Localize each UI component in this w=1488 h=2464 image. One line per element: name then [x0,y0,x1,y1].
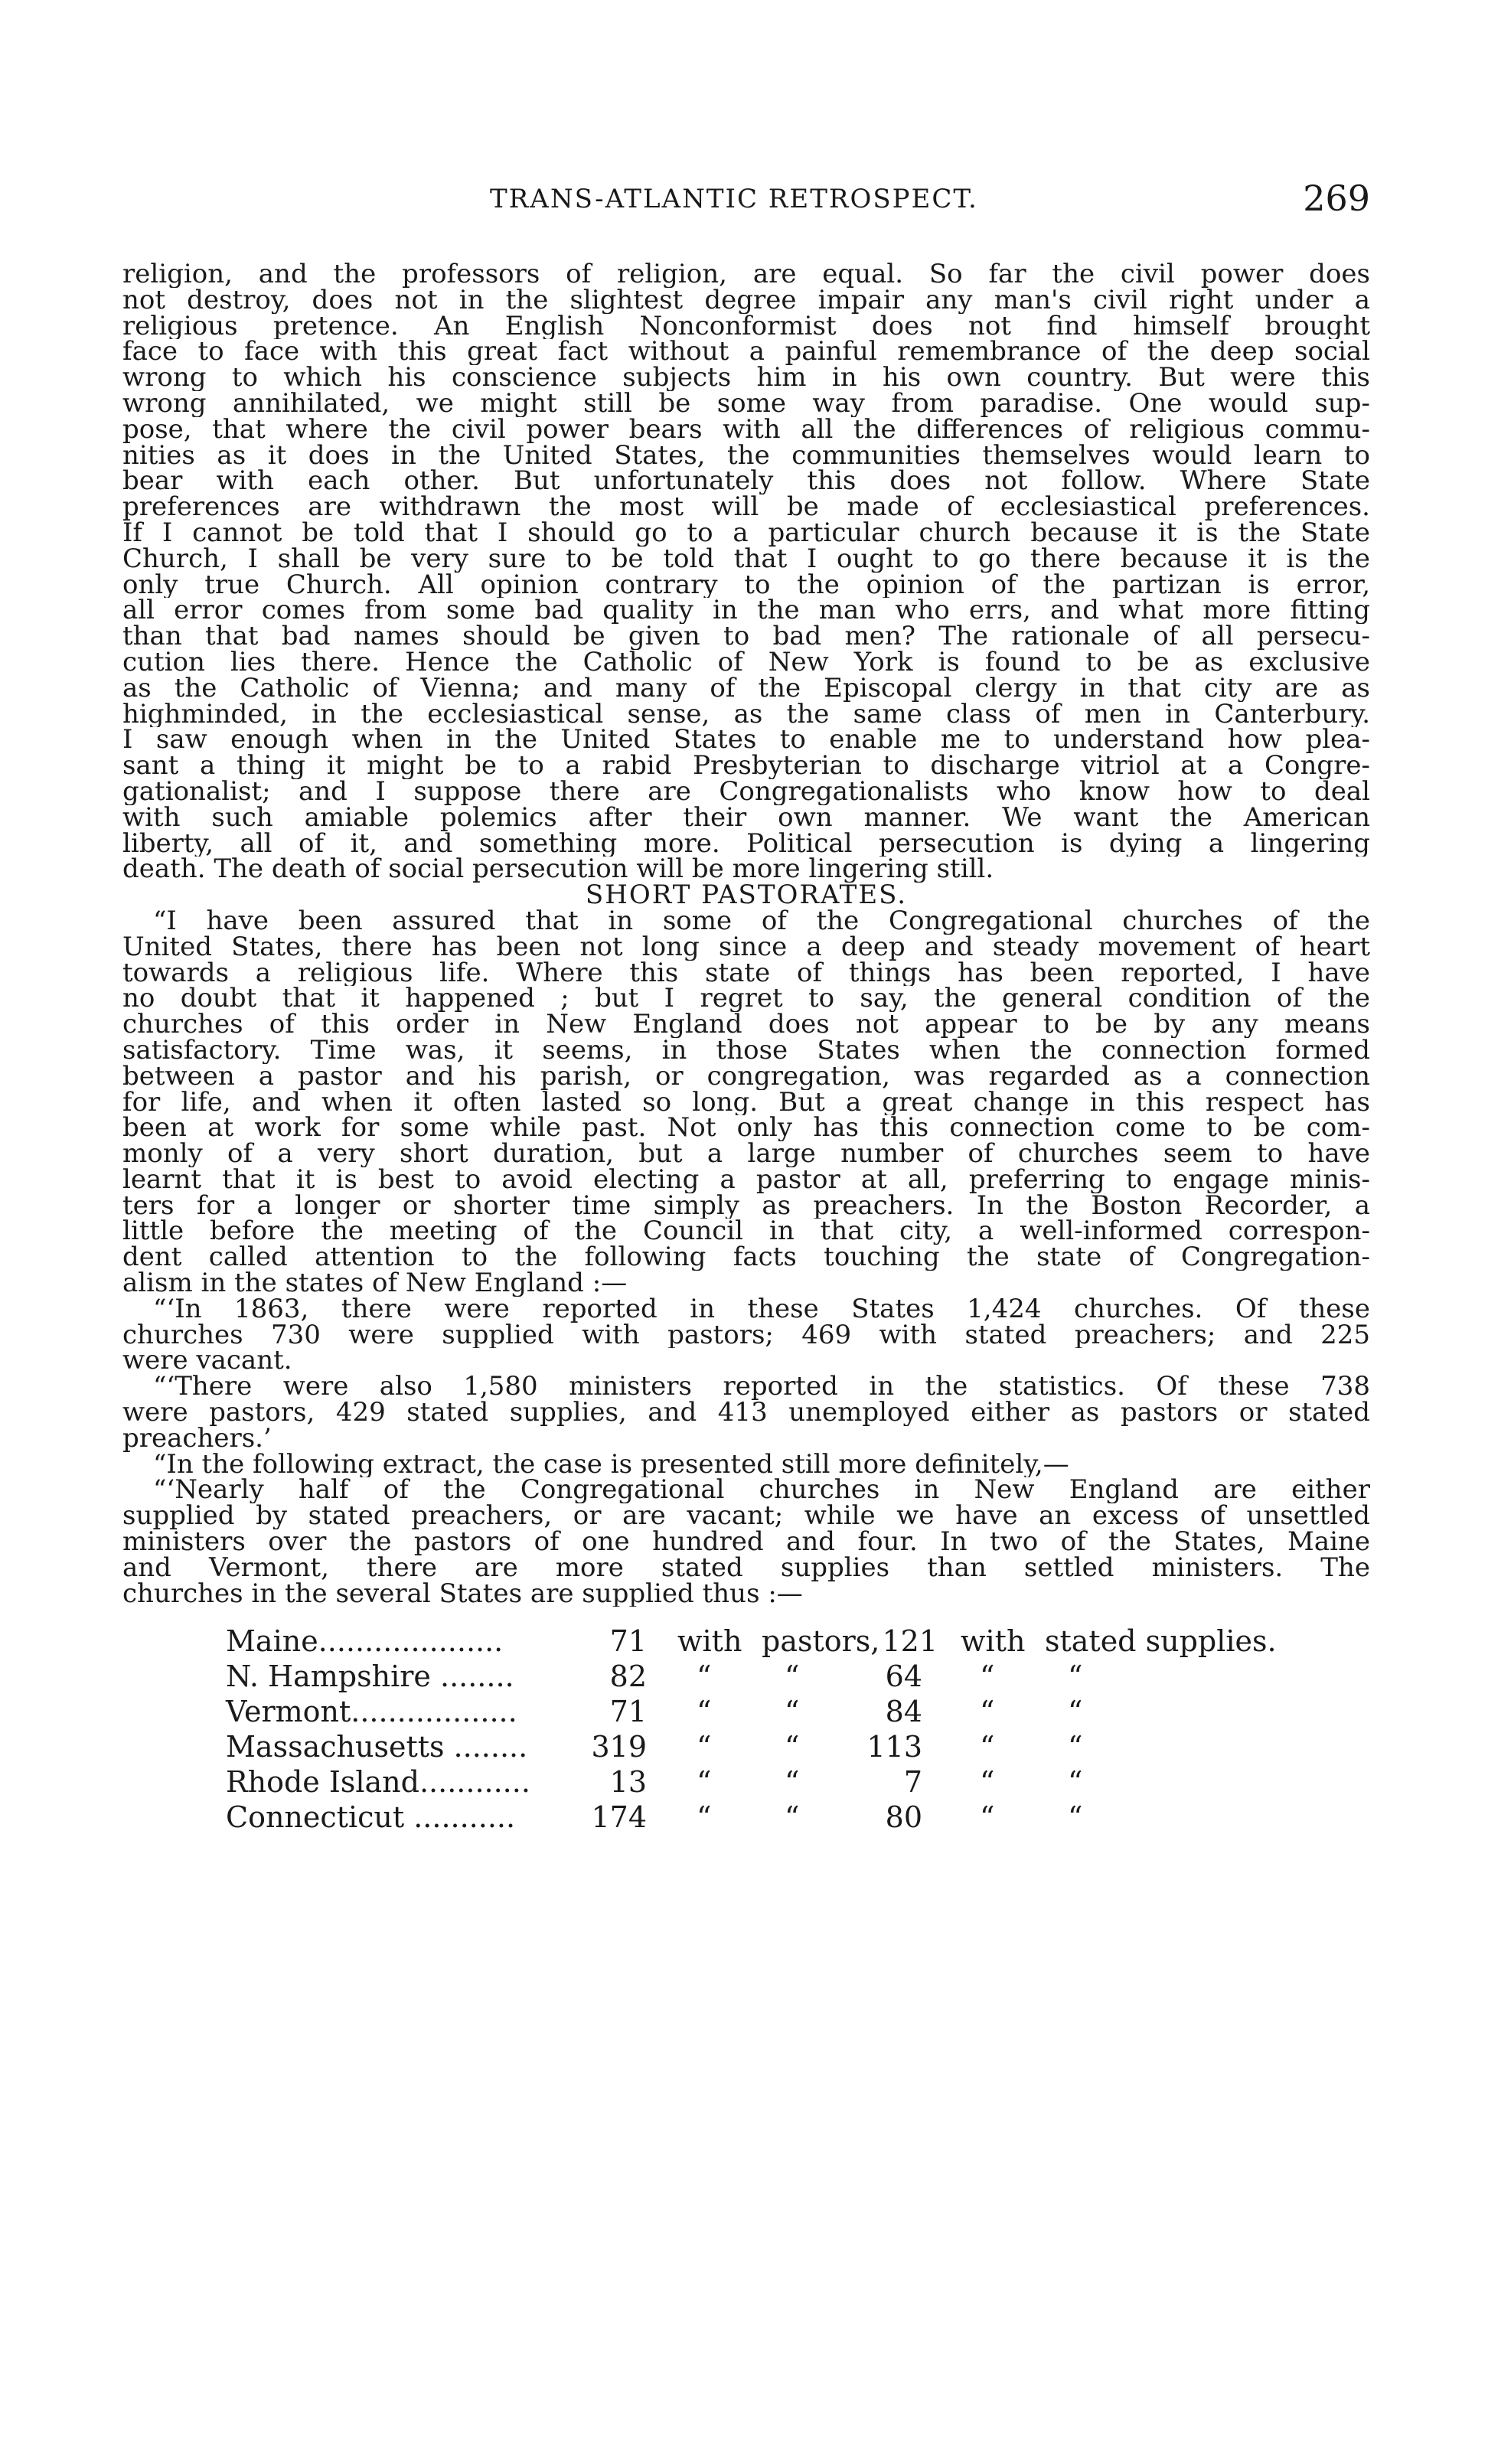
stated-count: 84 [885,1695,922,1729]
ditto-mark: “ [980,1660,995,1694]
text-line: churches 730 were supplied with pastors; 469 with stated preachers; and 225 [122,1322,1370,1349]
ditto-mark: “ [785,1660,800,1694]
paragraph-short-pastorates [122,909,1370,1607]
text-line: preferences are withdrawn the most will be made of ecclesiastical preferences. [122,494,1370,521]
stated-count: 7 [903,1765,922,1800]
pastors-count: 82 [609,1660,647,1694]
text-line: religious pretence. An English Nonconformist does not find himself brought [122,313,1370,340]
text-line: churches of this order in New England does not appear to be by any means [122,1012,1370,1038]
state-name: Maine.................... [226,1624,504,1659]
ditto-mark: “ [1068,1660,1083,1694]
text-line: supplied by stated preachers, or are vacant; while we have an excess of unsettled [122,1503,1370,1530]
ditto-mark: “ [785,1730,800,1764]
pastors-count: 71 [609,1624,647,1659]
text-line: only true Church. All opinion contrary to the opinion of the partizan is error, [122,572,1370,599]
ditto-mark: “ [697,1695,712,1729]
text-line: liberty, all of it, and something more. Political persecution is dying a lingering [122,831,1370,857]
text-line: “‘Nearly half of the Congregational churches in New England are either [153,1477,1370,1504]
ditto-mark: “ [1068,1730,1083,1764]
ditto-mark: “ [697,1765,712,1800]
text-line: highminded, in the ecclesiastical sense, as the same class of men in Canterbury. [122,701,1370,728]
text-line: ministers over the pastors of one hundred and four. In two of the States, Maine [122,1529,1370,1555]
paragraph-religion [122,262,1370,883]
text-line: If I cannot be told that I should go to a particular church because it is the State [122,520,1370,547]
stated-supplies-word: stated supplies. [1045,1624,1277,1659]
text-line: than that bad names should be given to bad men? The rationale of all persecu- [122,624,1370,650]
table-row [226,1729,1370,1764]
ditto-mark: “ [980,1695,995,1729]
pastors-count: 13 [609,1765,647,1800]
text-line: no doubt that it happened ; but I regret to say, the general condition of the [122,986,1370,1013]
ditto-mark: “ [785,1695,800,1729]
text-line: preachers.’ [122,1425,272,1452]
text-line: ters for a longer or shorter time simply as preachers. In the Boston Recorder, a [122,1193,1370,1219]
text-line: not destroy, does not in the slightest degree impair any man's civil right under a [122,287,1370,314]
state-name: Rhode Island............ [226,1765,530,1800]
pastors-word: pastors, [762,1624,880,1659]
ditto-mark: “ [697,1800,712,1835]
text-line: monly of a very short duration, but a large number of churches seem to have [122,1141,1370,1167]
text-line: towards a religious life. Where this state of things has been reported, I have [122,960,1370,987]
state-name: Massachusetts ........ [226,1730,528,1764]
table-row [226,1764,1370,1800]
text-line: death. The death of social persecution will be more lingering still. [122,857,994,883]
ditto-mark: “ [697,1730,712,1764]
text-line: religion, and the professors of religion, are equal. So far the civil power does [122,262,1370,288]
text-line: dent called attention to the following facts touching the state of Congregation- [122,1245,1370,1271]
with-word: with [961,1624,1026,1659]
page-body [122,262,1370,1835]
text-line: alism in the states of New England :— [122,1271,628,1297]
text-line: learnt that it is best to avoid electing a pastor at all, preferring to engage minis- [122,1167,1370,1193]
text-line: bear with each other. But unfortunately this does not follow. Where State [122,468,1370,495]
page-number: 269 [1303,178,1370,219]
text-line: “‘In 1863, there were reported in these States 1,424 churches. Of these [153,1296,1370,1323]
text-line: cution lies there. Hence the Catholic of New York is found to be as exclusive [122,649,1370,676]
stated-count: 121 [882,1624,938,1659]
text-line: face to face with this great fact without a painful remembrance of the deep social [122,339,1370,366]
text-line: “In the following extract, the case is presented still more definitely,— [153,1451,1069,1478]
text-line: were vacant. [122,1348,292,1375]
text-line: pose, that where the civil power bears with all the differences of religious commu- [122,416,1370,443]
text-line: churches in the several States are supplied thus :— [122,1581,803,1607]
text-line: “‘There were also 1,580 ministers reported in the statistics. Of these 738 [153,1374,1370,1401]
text-line: between a pastor and his parish, or congregation, was regarded as a connection [122,1063,1370,1090]
ditto-mark: “ [785,1765,800,1800]
text-line: I saw enough when in the United States to enable me to understand how plea- [122,727,1370,754]
ditto-mark: “ [1068,1695,1083,1729]
text-line: all error comes from some bad quality in the man who errs, and what more fitting [122,598,1370,625]
state-name: Connecticut ........... [226,1800,516,1835]
ditto-mark: “ [980,1765,995,1800]
stated-count: 113 [866,1730,922,1764]
supply-table [226,1624,1370,1835]
state-name: N. Hampshire ........ [226,1660,514,1694]
text-line: gationalist; and I suppose there are Congregationalists who know how to deal [122,778,1370,805]
stated-count: 64 [885,1660,922,1694]
text-line: sant a thing it might be to a rabid Presbyterian to discharge vitriol at a Congre- [122,753,1370,779]
ditto-mark: “ [1068,1800,1083,1835]
text-line: wrong annihilated, we might still be some way from paradise. One would sup- [122,390,1370,417]
text-line: little before the meeting of the Council in that city, a well-informed correspon- [122,1219,1370,1245]
table-row [226,1694,1370,1729]
ditto-mark: “ [1068,1765,1083,1800]
text-line: for life, and when it often lasted so long. But a great change in this respect has [122,1089,1370,1116]
pastors-count: 174 [591,1800,647,1835]
text-line: as the Catholic of Vienna; and many of the Episcopal clergy in that city are as [122,675,1370,702]
pastors-count: 71 [609,1695,647,1729]
pastors-count: 319 [591,1730,647,1764]
stated-count: 80 [885,1800,922,1835]
text-line: Church, I shall be very sure to be told that I ought to go there because it is the [122,546,1370,573]
table-row [226,1800,1370,1835]
text-line: were pastors, 429 stated supplies, and 413 unemployed either as pastors or stated [122,1400,1370,1426]
table-row [226,1624,1370,1659]
text-line: nities as it does in the United States, the communities themselves would learn to [122,442,1370,469]
ditto-mark: “ [980,1800,995,1835]
text-line: with such amiable polemics after their own manner. We want the American [122,804,1370,831]
text-line: been at work for some while past. Not only has this connection come to be com- [122,1115,1370,1142]
text-line: and Vermont, there are more stated supplies than settled ministers. The [122,1555,1370,1581]
section-heading: SHORT PASTORATES. [585,883,908,909]
table-row [226,1659,1370,1694]
page-header [115,178,1370,231]
ditto-mark: “ [697,1660,712,1694]
ditto-mark: “ [980,1730,995,1764]
text-line: wrong to which his conscience subjects him in his own country. But were this [122,365,1370,391]
text-line: satisfactory. Time was, it seems, in those States when the connection formed [122,1037,1370,1064]
text-line: United States, there has been not long since a deep and steady movement of heart [122,934,1370,961]
with-word: with [677,1624,742,1659]
ditto-mark: “ [785,1800,800,1835]
running-title: TRANS-ATLANTIC RETROSPECT. [490,184,978,214]
text-line: “I have been assured that in some of the Congregational churches of the [153,908,1370,935]
state-name: Vermont.................. [226,1695,517,1729]
